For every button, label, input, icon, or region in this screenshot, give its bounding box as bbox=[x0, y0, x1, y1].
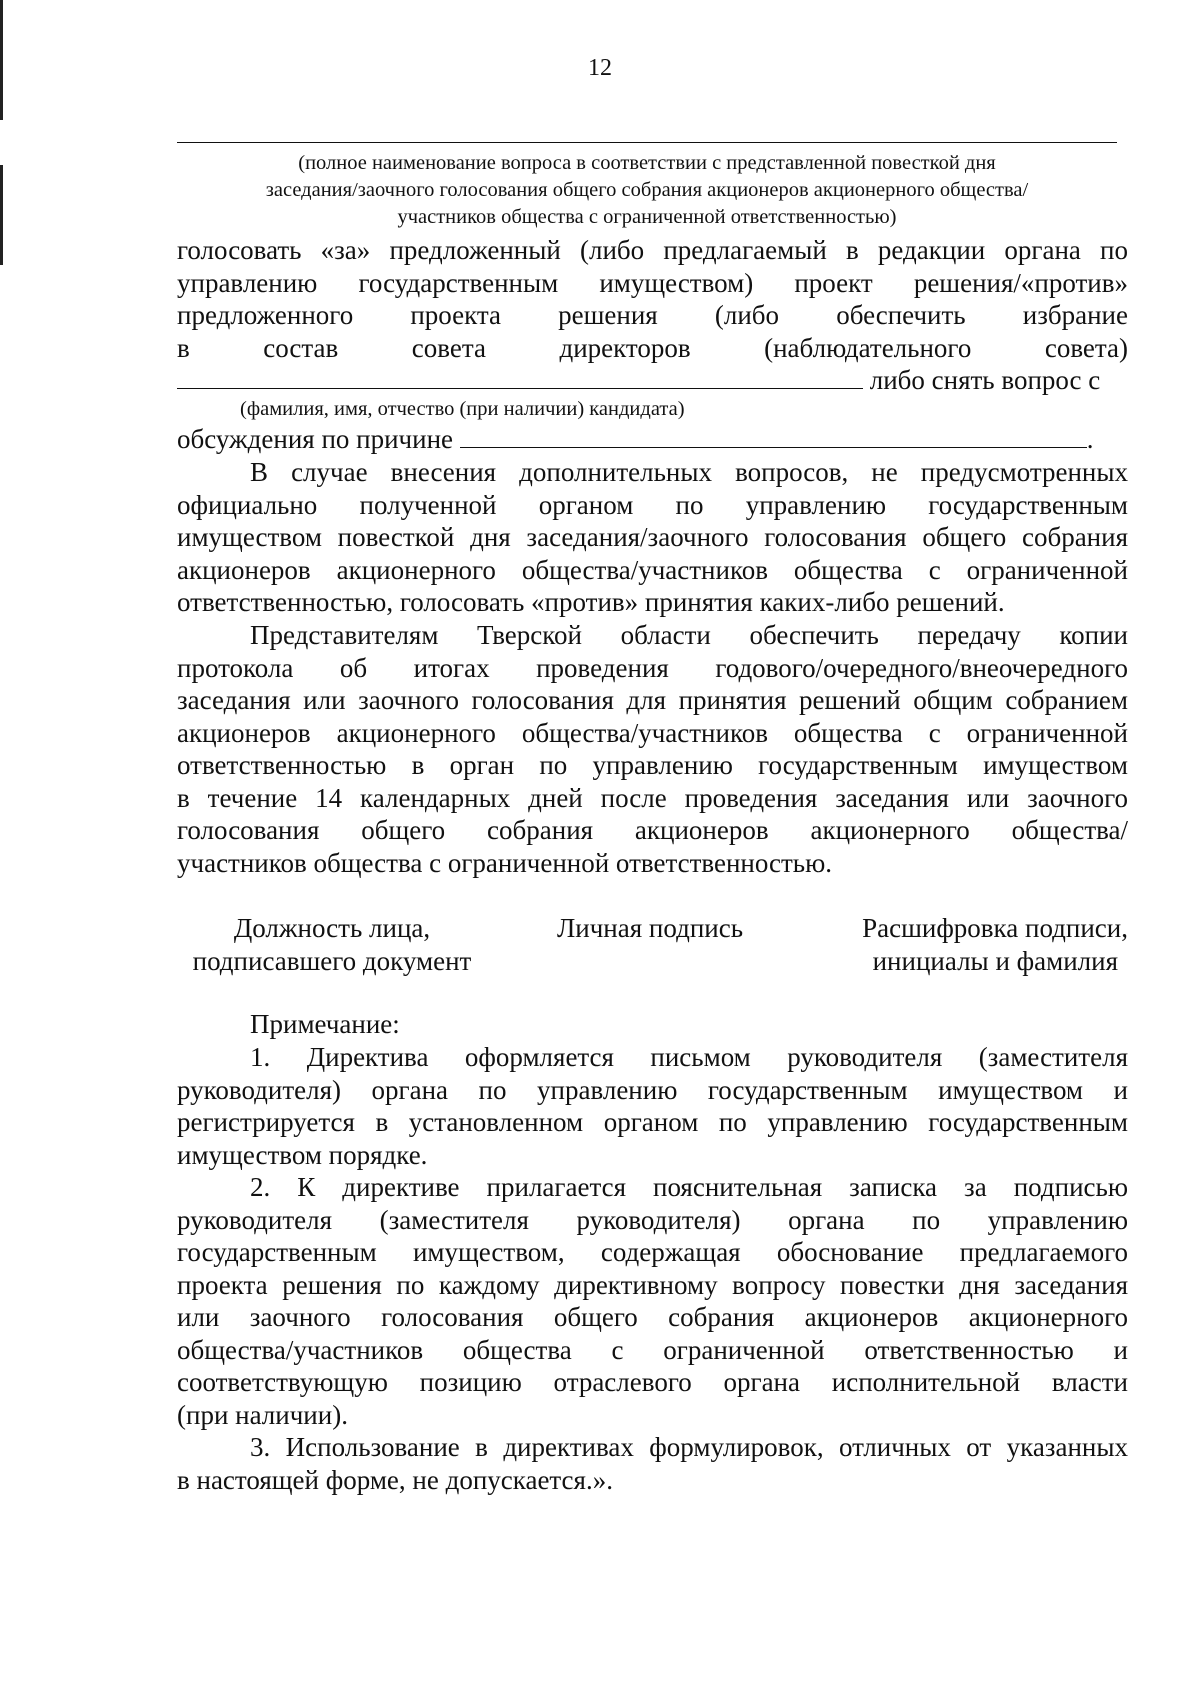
question-name-underline bbox=[177, 142, 1117, 143]
text-line: (при наличии). bbox=[177, 1399, 348, 1430]
page-number: 12 bbox=[588, 55, 612, 81]
text-line: имуществом порядке. bbox=[177, 1139, 428, 1170]
scan-edge-mark-middle bbox=[0, 165, 3, 265]
note-heading bbox=[177, 1008, 1128, 1041]
text-line: официально полученной органом по управлению государственным bbox=[177, 489, 1128, 520]
signature-personal-label: Личная подпись bbox=[556, 913, 744, 943]
text-line: общества/участников общества с ограниченной ответственностью и bbox=[177, 1334, 1128, 1365]
text-line: акционеров акционерного общества/участников общества с ограниченной bbox=[177, 717, 1128, 748]
discussion-reason-line bbox=[177, 423, 1128, 456]
question-name-caption bbox=[177, 150, 1117, 231]
signature-decoding-label: инициалы и фамилия bbox=[872, 946, 1118, 976]
note-2 bbox=[177, 1171, 1128, 1431]
text-line: руководителя) органа по управлению государственным имуществом и bbox=[177, 1074, 1128, 1105]
reason-blank bbox=[460, 425, 1087, 448]
note-3 bbox=[177, 1431, 1128, 1496]
candidate-blank-line bbox=[177, 364, 1128, 397]
text-line: протокола об итогах проведения годового/очередного/внеочередного bbox=[177, 652, 1128, 683]
signature-decoding-column bbox=[820, 912, 1128, 978]
text-line: в течение 14 календарных дней после проведения заседания или заочного bbox=[177, 782, 1128, 813]
text-line: акционеров акционерного общества/участников общества с ограниченной bbox=[177, 554, 1128, 585]
text-line: заседания или заочного голосования для принятия решений общим собранием bbox=[177, 685, 1128, 715]
text-line: регистрируется в установленном органом по управлению государственным bbox=[177, 1107, 1128, 1137]
text-line: государственным имуществом, содержащая обоснование предлагаемого bbox=[177, 1237, 1128, 1267]
discussion-reason-end: . bbox=[1086, 424, 1094, 454]
paragraph-representatives bbox=[177, 619, 1128, 879]
signature-decoding-label: Расшифровка подписи, bbox=[862, 913, 1128, 943]
paragraph-additional-questions bbox=[177, 456, 1128, 619]
text-line: участников общества с ограниченной ответственностью. bbox=[177, 847, 833, 878]
note-heading-text: Примечание: bbox=[250, 1009, 400, 1039]
discussion-reason-label: обсуждения по причине bbox=[177, 424, 454, 454]
remove-question-text: либо снять вопрос с bbox=[869, 365, 1101, 395]
text-line: в состав совета директоров (наблюдательного совета) bbox=[177, 332, 1128, 363]
text-line: имуществом повесткой дня заседания/заочного голосования общего собрания bbox=[177, 522, 1128, 552]
candidate-caption: (фамилия, имя, отчество (при наличии) кандидата) bbox=[240, 398, 685, 420]
text-line: 3. Использование в директивах формулировок, отличных от указанных bbox=[250, 1432, 1128, 1462]
text-line: в настоящей форме, не допускается.». bbox=[177, 1464, 613, 1495]
text-line: Представителям Тверской области обеспечить передачу копии bbox=[250, 620, 1128, 650]
candidate-name-blank bbox=[177, 366, 863, 389]
text-line: или заочного голосования общего собрания акционеров акционерного bbox=[177, 1302, 1128, 1332]
note-1 bbox=[177, 1041, 1128, 1171]
text-line: 1. Директива оформляется письмом руководителя (заместителя bbox=[250, 1042, 1128, 1072]
caption-line: участников общества с ограниченной ответственностью) bbox=[397, 206, 897, 228]
caption-line: (полное наименование вопроса в соответствии с представленной повесткой дня bbox=[298, 152, 996, 174]
text-line: соответствующую позицию отраслевого органа исполнительной власти bbox=[177, 1367, 1128, 1397]
text-line: руководителя (заместителя руководителя) органа по управлению bbox=[177, 1204, 1128, 1235]
caption-line: заседания/заочного голосования общего собрания акционеров акционерного общества/ bbox=[265, 179, 1029, 201]
signature-position-label: Должность лица, bbox=[233, 913, 431, 943]
text-line: В случае внесения дополнительных вопросов, не предусмотренных bbox=[250, 457, 1128, 487]
signature-position-label: подписавшего документ bbox=[192, 946, 472, 976]
text-line: ответственностью, голосовать «против» принятия каких-либо решений. bbox=[177, 587, 1005, 617]
text-line: ответственностью в орган по управлению государственным имуществом bbox=[177, 750, 1128, 780]
text-line: голосования общего собрания акционеров акционерного общества/ bbox=[177, 815, 1128, 845]
text-line: проекта решения по каждому директивному вопросу повестки дня заседания bbox=[177, 1269, 1128, 1300]
text-line: 2. К директиве прилагается пояснительная записка за подписью bbox=[250, 1172, 1128, 1202]
text-line: голосовать «за» предложенный (либо предлагаемый в редакции органа по bbox=[177, 235, 1128, 265]
vote-instruction bbox=[177, 234, 1128, 397]
text-line: управлению государственным имуществом) проект решения/«против» bbox=[177, 267, 1128, 298]
signature-personal-column bbox=[530, 912, 770, 945]
text-line: предложенного проекта решения (либо обеспечить избрание bbox=[177, 300, 1128, 330]
signature-position-column bbox=[177, 912, 487, 978]
